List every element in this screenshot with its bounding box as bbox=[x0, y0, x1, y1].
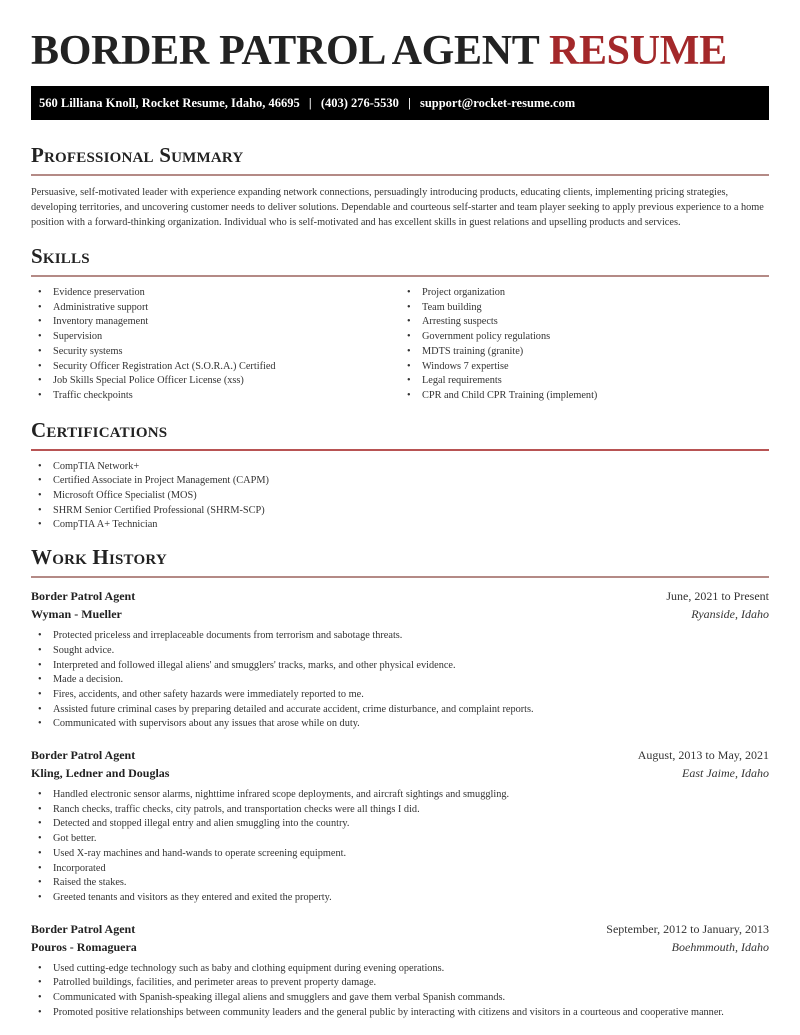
skill-item: • MDTS training (granite) bbox=[400, 345, 769, 360]
skills-list-right bbox=[400, 286, 769, 404]
job-bullets bbox=[31, 629, 769, 732]
skill-item: • Arresting suspects bbox=[400, 315, 769, 330]
job-company: Pouros - Romaguera bbox=[31, 939, 137, 954]
job-bullet: • Ranch checks, traffic checks, city patrols, and transportation checks were all things I did. bbox=[31, 803, 769, 818]
job-bullet: • Communicated with Spanish-speaking illegal aliens and smugglers and gave them verbal Spanish commands. bbox=[31, 991, 769, 1006]
job-bullet: • Made a decision. bbox=[31, 673, 769, 688]
job-dates: August, 2013 to May, 2021 bbox=[637, 748, 769, 763]
resume-title bbox=[31, 0, 769, 79]
skill-item: • Team building bbox=[400, 301, 769, 316]
skills-list-left bbox=[31, 286, 400, 404]
job-bullet: • Fires, accidents, and other safety hazards were immediately reported to me. bbox=[31, 688, 769, 703]
certification-item: • CompTIA A+ Technician bbox=[31, 518, 769, 533]
job-header-row bbox=[31, 920, 769, 938]
skill-item: • CPR and Child CPR Training (implement) bbox=[400, 389, 769, 404]
summary-heading: Professional Summary bbox=[31, 143, 769, 176]
certification-item: • Certified Associate in Project Management (CAPM) bbox=[31, 474, 769, 489]
job-bullet: • Used X-ray machines and hand-wands to operate screening equipment. bbox=[31, 847, 769, 862]
skill-item: • Supervision bbox=[31, 330, 400, 345]
job-bullet: • Detected and stopped illegal entry and alien smuggling into the country. bbox=[31, 817, 769, 832]
skill-item: • Government policy regulations bbox=[400, 330, 769, 345]
job-bullet: • Patrolled buildings, facilities, and perimeter areas to prevent property damage. bbox=[31, 976, 769, 991]
job-bullet: • Assisted future criminal cases by preparing detailed and accurate accident, crime disturbance, and complaint reports. bbox=[31, 703, 769, 718]
skill-item: • Security systems bbox=[31, 345, 400, 360]
certifications-list bbox=[31, 460, 769, 534]
job-bullet: • Communicated with supervisors about any issues that arose while on duty. bbox=[31, 717, 769, 732]
skill-item: • Evidence preservation bbox=[31, 286, 400, 301]
job-entry bbox=[31, 920, 769, 1021]
job-bullet: • Sought advice. bbox=[31, 644, 769, 659]
skills-section bbox=[31, 244, 769, 404]
job-bullet: • Protected priceless and irreplaceable documents from terrorism and sabotage threats. bbox=[31, 629, 769, 644]
certifications-section bbox=[31, 418, 769, 534]
skills-columns bbox=[31, 286, 769, 404]
skill-item: • Administrative support bbox=[31, 301, 400, 316]
contact-separator: | bbox=[308, 96, 312, 110]
title-accent: RESUME bbox=[548, 28, 727, 74]
title-main: BORDER PATROL AGENT bbox=[31, 28, 539, 74]
skill-item: • Windows 7 expertise bbox=[400, 360, 769, 375]
job-bullet: • Got better. bbox=[31, 832, 769, 847]
job-bullet: • Incorporated bbox=[31, 862, 769, 877]
job-bullet: • Greeted tenants and visitors as they entered and exited the property. bbox=[31, 891, 769, 906]
skill-item: • Project organization bbox=[400, 286, 769, 301]
skills-heading: Skills bbox=[31, 244, 769, 277]
certifications-heading: Certifications bbox=[31, 418, 769, 451]
job-company-row bbox=[31, 938, 769, 956]
work-history-heading: Work History bbox=[31, 545, 769, 578]
job-header-row bbox=[31, 587, 769, 605]
job-location: East Jaime, Idaho bbox=[682, 766, 769, 781]
job-company: Wyman - Mueller bbox=[31, 607, 122, 622]
summary-text: Persuasive, self-motivated leader with experience expanding network connections, persuadingly introducing products, educating clients, implementing pricing strategies, developing territories, and uncovering customer needs to deliver solutions. Dependable and courteous self-starter and team player seeking to apply previous experience to a home position with a forward-thinking organization. Individual who is self-motivated and has excellent skills in guest relations and upselling products and services. bbox=[31, 187, 764, 228]
work-history-section bbox=[31, 545, 769, 1020]
job-dates: June, 2021 to Present bbox=[666, 589, 769, 604]
job-bullet: • Raised the stakes. bbox=[31, 876, 769, 891]
certification-item: • Microsoft Office Specialist (MOS) bbox=[31, 489, 769, 504]
certification-item: • SHRM Senior Certified Professional (SHRM-SCP) bbox=[31, 504, 769, 519]
skill-item: • Legal requirements bbox=[400, 374, 769, 389]
skill-item: • Inventory management bbox=[31, 315, 400, 330]
job-location: Boehmmouth, Idaho bbox=[671, 939, 769, 954]
contact-separator: | bbox=[408, 96, 411, 110]
job-bullets bbox=[31, 962, 769, 1021]
skill-item: • Traffic checkpoints bbox=[31, 389, 400, 404]
job-title: Border Patrol Agent bbox=[31, 748, 136, 763]
job-bullets bbox=[31, 788, 769, 906]
job-title: Border Patrol Agent bbox=[31, 921, 136, 936]
summary-section bbox=[31, 143, 769, 230]
contact-bar bbox=[31, 86, 769, 120]
contact-address: 560 Lilliana Knoll, Rocket Resume, Idaho, 46695 bbox=[39, 96, 300, 110]
job-company-row bbox=[31, 764, 769, 782]
job-bullet: • Used cutting-edge technology such as baby and clothing equipment during evening operations. bbox=[31, 962, 769, 977]
job-company-row bbox=[31, 605, 769, 623]
certification-item: • CompTIA Network+ bbox=[31, 460, 769, 475]
job-title: Border Patrol Agent bbox=[31, 589, 136, 604]
job-header-row bbox=[31, 746, 769, 764]
job-bullet: • Handled electronic sensor alarms, nighttime infrared scope deployments, and aircraft sightings and smuggling. bbox=[31, 788, 769, 803]
job-dates: September, 2012 to January, 2013 bbox=[606, 921, 769, 936]
contact-phone: (403) 276-5530 bbox=[320, 96, 399, 110]
skill-item: • Security Officer Registration Act (S.O.R.A.) Certified bbox=[31, 360, 400, 375]
job-company: Kling, Ledner and Douglas bbox=[31, 766, 170, 781]
job-entry bbox=[31, 746, 769, 906]
job-bullet: • Promoted positive relationships between community leaders and the general public by interacting with citizens and visitors in a courteous and cooperative manner. bbox=[31, 1006, 769, 1021]
skill-item: • Job Skills Special Police Officer License (xss) bbox=[31, 374, 400, 389]
job-location: Ryanside, Idaho bbox=[691, 607, 769, 622]
job-entry bbox=[31, 587, 769, 732]
contact-email[interactable]: support@rocket-resume.com bbox=[419, 96, 576, 110]
job-bullet: • Interpreted and followed illegal aliens' and smugglers' tracks, marks, and other physical evidence. bbox=[31, 659, 769, 674]
